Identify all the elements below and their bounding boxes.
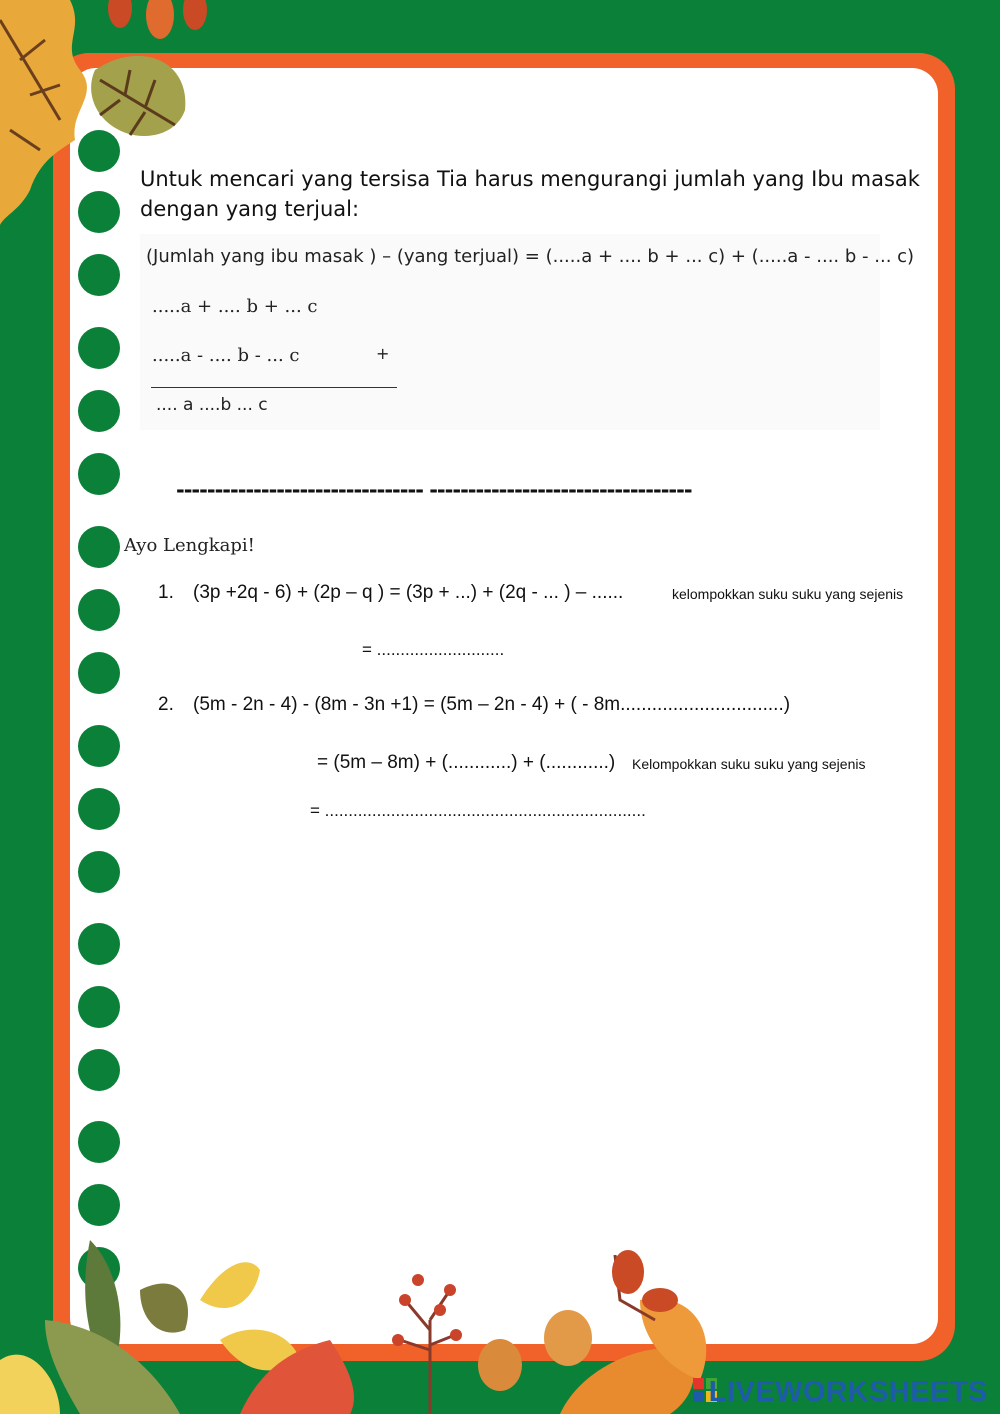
column-result: .... a ....b ... c — [156, 395, 268, 415]
berry-icon — [612, 1250, 644, 1294]
leaf-icon — [108, 0, 132, 28]
brand-name[interactable]: LIVEWORKSHEETS — [708, 1376, 988, 1408]
q2-hint: Kelompokkan suku suku yang sejenis — [632, 756, 866, 772]
q1-expression: (3p +2q - 6) + (2p – q ) = (3p + ...) + (2q - ... ) – ...... — [193, 582, 624, 603]
q2-expression[interactable]: (5m - 2n - 4) - (8m - 3n +1) = (5m – 2n - 4) + ( - 8m...............................) — [193, 694, 791, 715]
leaf-icon — [183, 0, 207, 30]
column-row-1: .....a + .... b + ... c — [152, 296, 318, 317]
q1-answer[interactable]: = ........................... — [362, 640, 505, 659]
section-title: Ayo Lengkapi! — [124, 535, 255, 556]
intro-line-1: Untuk mencari yang tersisa Tia harus mengurangi jumlah yang Ibu masak — [140, 167, 920, 191]
berry-icon — [444, 1284, 456, 1296]
leaf-icon — [0, 0, 87, 225]
leaf-icon — [0, 1355, 60, 1414]
berry-icon — [399, 1294, 411, 1306]
plus-sign: + — [376, 344, 390, 363]
formula-line: (Jumlah yang ibu masak ) – (yang terjual) = (.....a + .... b + ... c) + (.....a - .... b - ... c) — [146, 246, 915, 267]
q1-number: 1. — [158, 582, 174, 603]
seed-pod-icon — [478, 1339, 522, 1391]
column-row-2: .....a - .... b - ... c — [152, 345, 300, 366]
q2-number: 2. — [158, 694, 174, 715]
separator-line: -------------------------------- ---------------------------------- — [176, 478, 692, 502]
leaf-icon — [140, 1284, 188, 1333]
sum-line — [151, 387, 397, 388]
q1-hint: kelompokkan suku suku yang sejenis — [672, 586, 904, 602]
berry-icon — [392, 1334, 404, 1346]
q2-answer[interactable]: = .................................................................... — [310, 801, 646, 820]
q2-step[interactable]: = (5m – 8m) + (............) + (............) — [317, 752, 616, 773]
leaf-icon — [200, 1262, 260, 1308]
seed-pod-icon — [544, 1310, 592, 1366]
berry-icon — [434, 1304, 446, 1316]
berry-icon — [412, 1274, 424, 1286]
berry-icon — [642, 1288, 678, 1312]
leaf-icon — [146, 0, 174, 39]
berry-icon — [450, 1329, 462, 1341]
intro-line-2: dengan yang terjual: — [140, 197, 360, 221]
